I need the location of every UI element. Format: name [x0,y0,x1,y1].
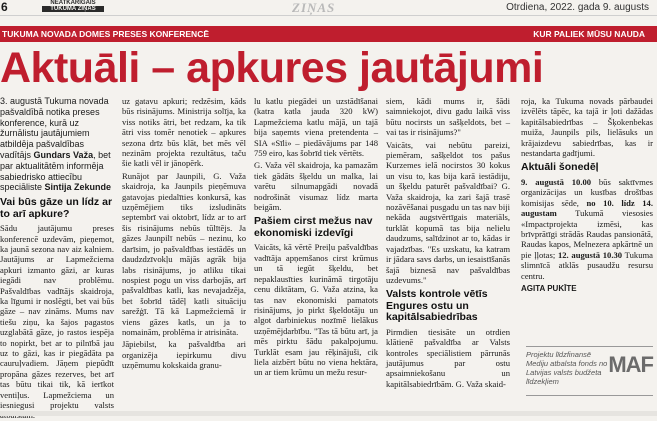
masthead-line1: NEATKARĪGAIS [50,0,96,6]
events-paragraph: 9. augustā 10.00 būs saktīvmes organizācijas un kusības drošības komisijas sēde, no 10. lídz 14. augustam Tukumā viesosies «Impactprojekta izmēsi, kas brīvprātīgi strādās Raudas pansionātā, Raudas kapos, Melnezera apkārtnē un pie ļļotas; 12. augustā 10.30 Tukuma slimnīcā atklās pusaudžu resursu centru. [521,176,653,281]
page-top-strip [0,0,657,16]
author-byline: AGITA PUKĪTE [521,284,577,293]
subheading-forests: Pašiem cirst mežus nav ekonomiski izdevīgi [254,215,373,239]
masthead-line2: TUKUMA ZIŅAS [42,6,104,12]
section-banner [0,26,657,42]
funding-notice [526,346,653,396]
newspaper-masthead [42,0,104,13]
paragraph: roja, ka Tukuma novads pārbaudei izvēlēts tāpēc, ka tajā ir ļoti dažādas kapitālsabiedrības – Šķokenbekas muiža, Jaunpils pils, lielāsuks un krājaizdevu sabiedrības, kas ir nestandarta gadījumi. [521,96,653,159]
paragraph: Sādu jautājumu preses konferencē uzdevām, pieņemot, ka jaunā sezona nav aiz kalniem. Jautājums ar Lapmežciema apkuri izmanto gāzi, ar kuras iegādi nav problēmu. Pašvaldības vadītājs skaidroja, ka līgumi ir noslēgti, bet vai būs gāze – nav zināms. Mums nav tiešu ziņu, ka šajos pagastos uzglabātā gāze, jo rastos iespēja to nopirkt, bet ar to pilnībā jau uz to gāzi, kas ir piegādāta pa cauruļvadiem. Jāņem piepūdīt propāna gāzes rezerves, bet arī tas būtu tikai tik, kā ierīkot ventiļus. Lapmežciema un iesniegusi projektu valsts [0,223,114,411]
banner-right-text: KUR PALIEK MŪSU NAUDA [533,29,645,39]
paragraph: Vaicāts, vai nebūtu pareizi, piemēram, sašķeldot tos pašus Kurzemes ielā nocirstos 30 kokus un visu to, kas bija karā iestādiju, un šķeldu paturēt pašvaldībai? G. Važa skaidroja, ka zari šajā trasē nozāvēšanai pusgadu un tas nav biji nekāda augstvērtīgais materiāls, turklāt kopumā tas bija nelielu daudzums, salīdzinot ar to, kādas ir vajadzības. "Es uzskatu, ka katram ir jādara savs darbs, un iesaistīšanās šajā biznesā nav pašvaldības uzdevums." [386,139,510,285]
issue-date: Otrdiena, 2022. gada 9. augusts [506,2,649,13]
article-column-1 [0,96,114,411]
paragraph: Runājot par Jaunpili, G. Važa skaidroja, ka Jaunpils pieņēmuva gatavojas piedalīties konkursā, kas uzņēmējiem tiks izsludināts septembrī vai oktobrī, lídz ar to arī šis risinājums nebūs tūlītējs. Ja gāzes Jaunpilī nebūs – nezinu, ko darīsim, jo pašvaldības iestādēs un daudzdzīvokļu mājās agrāk bija labs risinājums, jo atliku tikai nospiest pogu un viss darbojās, arī pašvaldības katli, kas nevajadzēja, bet šobrīd tādēļ katli situāciju sarežģī. Tā kā Lapmežciemā ir viens gāzes katls, un ja to nomainām, problēma ir atrisināta. [122,170,246,337]
subheading-gas: Vai būs gāze un lídz ar to arī apkure? [0,196,113,220]
article-headline: Aktuāli – apkures jautājumi [0,44,544,92]
article-column-3 [254,96,378,408]
article-column-4 [386,96,510,408]
article-lead: 3. augustā Tukuma novada pašvaldībā notika preses konference, kurā uz žurnālistu jautājumiem atbildēja pašvaldības vadītājs Gundars Važa, bet par aktualitātēm informēja sabiedrisko attiecību speciāliste Sintija Zekunde [0,96,112,193]
funding-notice-text: Projektu līdzfinansē Mediju atbalsta fonds no Latvijas valsts budžeta līdzekļiem [526,350,608,386]
paragraph: Jāpiebilst, ka pašvaldība ari organizēja iepirkumu divu uzņēmumu kokskaida granu- [122,339,246,371]
paragraph: G. Važa vēl skaidroja, ka pamazām tiek gādāts šķeldu un malka, lai varētu silnumapgādi novadā nodrošināt visumaz lídz marta beigām. [254,160,378,213]
paragraph: uz gatavu apkuri; redzēsim, kāds būs risinājums. Ministrija solīja, ka viss notiks ātri, bet redzam, ka tik ātri viss tomēr nenotiek – apkures sezona drīz būs klāt, bet mēs vēl nezinām projekta rezultātus, taču šie katli vēl ir jānopērk. [122,96,246,169]
paragraph: lu katlu piegādei un uzstādīšanai (katra katla jauda 320 kW) Lapmežciema katlu mājā, un tajā bija saņemts viena pretendenta – SIA «Sīli» – piedāvājums par 148 759 eiro, kas šobrīd tiek vērtēts. [254,96,378,159]
paragraph: Vaicāts, kā vērtē Preiļu pašvaldības vadītāja apņemšanos cirst krūmus un tā iegūt šķeldu, bet nepaklausīties kurināmā tirgotāju cenu diktātam, G. Važa atzina, ka tas nav ekonomiski pamatots risinājums, jo pirkt šķeldotāju un algot darbiniekus nozīmē lielākus uzņēmējdarbību. "Tas tā būtu arī, ja mēs pirktu šādu pakalpojumu. Turklāt esam jau rēķinājuši, cik liela aizbērt būtu no viena hektāra, un ar tiem krūmu un mežu resur- [254,242,378,378]
page-number: 6 [1,0,8,14]
paragraph: Pirmdien tiesisāte un otrdien klātienē pašvaldība ar Valsts kontroles speciālistiem pārrunās jautājumus par ostu apsaimniekošanu un kapitālsabiedrībām. G. Važa skaid- [386,326,510,389]
subheading-this-week: Aktuāli šonedēļ [521,161,599,174]
page-bottom-edge [0,411,657,416]
article-column-2 [122,96,246,408]
maf-logo: MAF [608,352,653,377]
banner-left-text: TUKUMA NOVADA DOMES PRESES KONFERENCĒ [2,29,210,39]
paragraph: siem, kādi mums ir, šādi saimniekojot, divu gadu laikā viss būtu nocirsts un sašķeldots, bet – vai tas ir risinājums?" [386,96,510,138]
subheading-state-audit: Valsts kontrole vētīs Engures ostu un kapitālsabiedrības [386,288,488,324]
faded-logo: ZIŅAS [292,0,336,15]
